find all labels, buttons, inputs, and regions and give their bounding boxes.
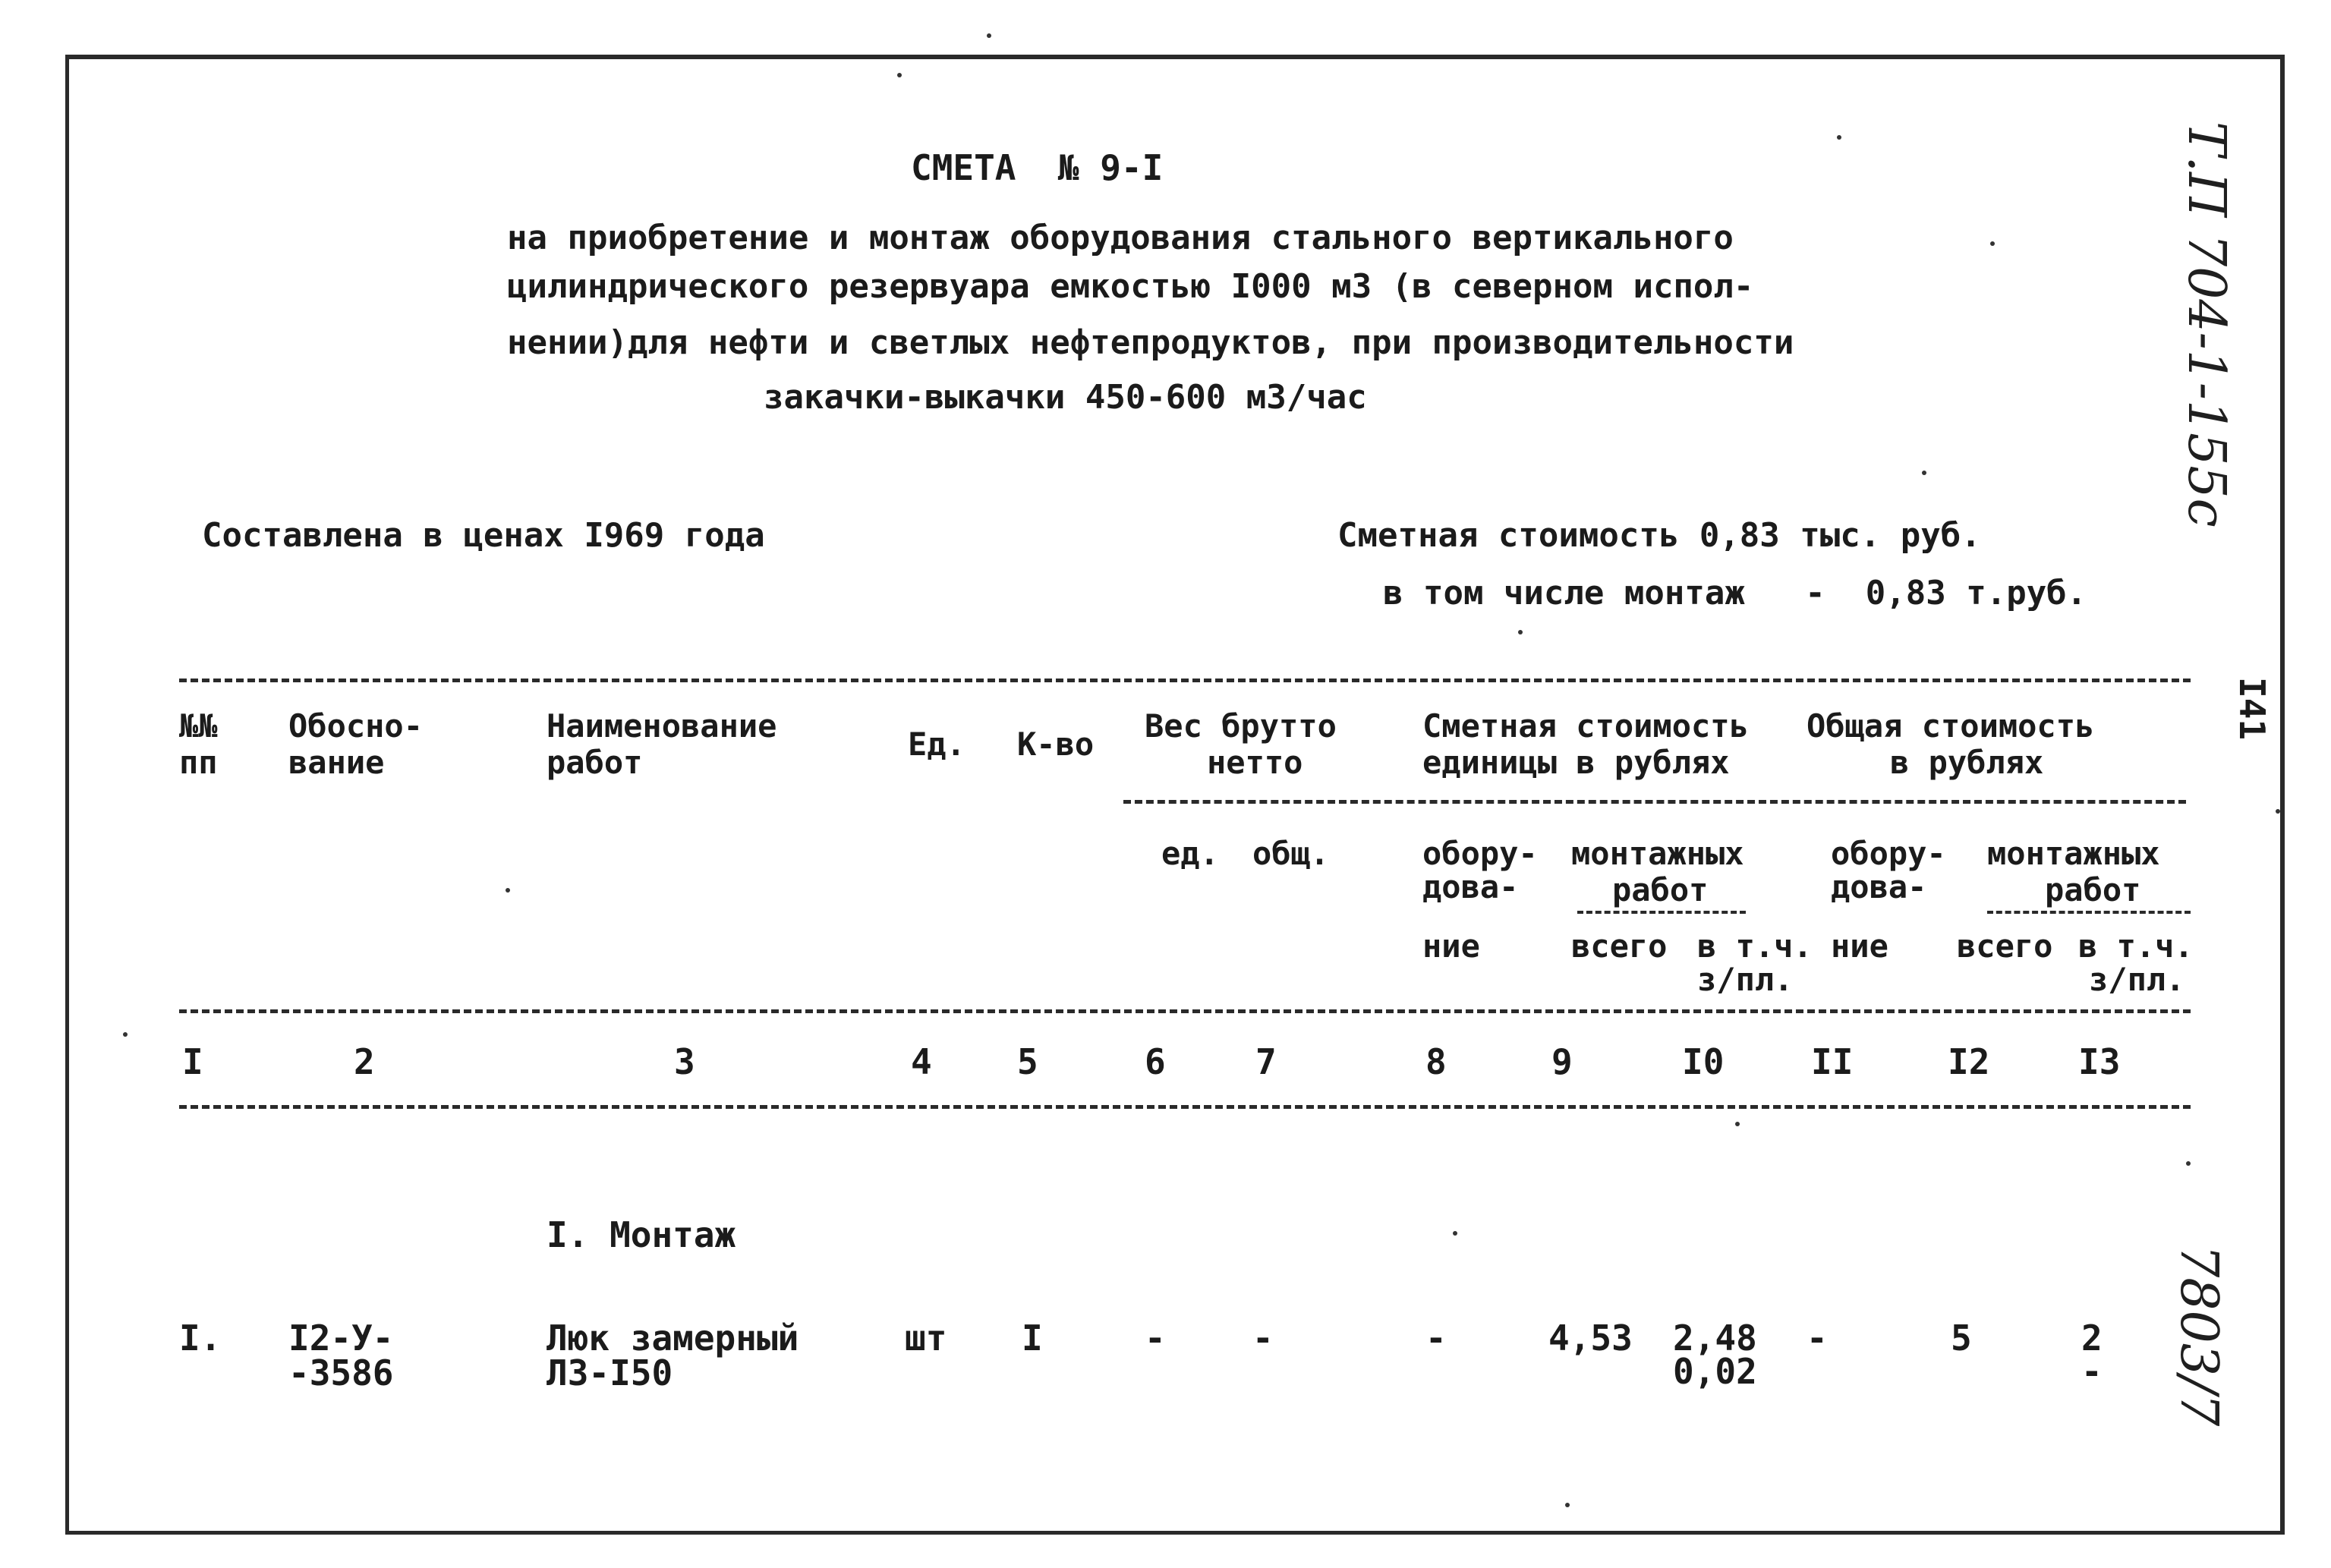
header-no-2: пп [179, 744, 218, 781]
header-install-total-wage-2: з/пл. [2089, 961, 2185, 998]
header-install-wage-2: з/пл. [1697, 961, 1794, 998]
header-equipment-total-2: дова- [1831, 868, 1927, 905]
column-number-7: 7 [1255, 1041, 1277, 1082]
header-equipment-total-3: ние [1831, 927, 1888, 965]
section-title: I. Монтаж [547, 1214, 736, 1255]
scan-speck [1453, 1231, 1457, 1236]
header-unit-cost-2: единицы в рублях [1422, 744, 1730, 781]
header-total-cost: Общая стоимость [1807, 707, 2095, 745]
header-quantity: К-во [1017, 726, 1095, 763]
estimated-cost-total: Сметная стоимость 0,83 тыс. руб. [1337, 516, 1981, 555]
estimated-cost-installation: в том числе монтаж - 0,83 т.руб. [1383, 574, 2087, 612]
column-number-3: 3 [674, 1041, 695, 1082]
header-unit: Ед. [908, 726, 965, 763]
compiled-prices-note: Составлена в ценах I969 года [202, 516, 765, 555]
header-weight: Вес брутто [1145, 707, 1337, 745]
column-number-6: 6 [1145, 1041, 1166, 1082]
description-line-2: цилиндрического резервуара емкостью I000 м3 (в северном испол- [507, 267, 1754, 306]
rule-install-unit [1577, 911, 1746, 914]
table-rule-subheader [1123, 800, 2186, 804]
description-line-1: на приобретение и монтаж оборудования стального вертикального [507, 219, 1734, 257]
column-number-12: I2 [1948, 1041, 1990, 1082]
scan-speck [123, 1032, 128, 1037]
column-number-9: 9 [1551, 1041, 1573, 1082]
rule-install-total [1987, 911, 2191, 914]
column-number-5: 5 [1017, 1041, 1038, 1082]
scan-speck [1735, 1122, 1740, 1126]
row-equipment-total: - [1807, 1318, 1828, 1359]
header-installation-total-2: работ [2045, 871, 2141, 908]
column-number-8: 8 [1425, 1041, 1447, 1082]
header-installation-unit: монтажных [1571, 835, 1744, 872]
row-install-total-wage: 2 [2081, 1318, 2103, 1359]
column-number-2: 2 [354, 1041, 375, 1082]
row-quantity: I [1022, 1318, 1043, 1359]
row-install-total: 5 [1951, 1318, 1972, 1359]
row-work-name-2: ЛЗ-I50 [547, 1352, 673, 1393]
column-number-11: II [1811, 1041, 1854, 1082]
header-total-cost-2: в рублях [1890, 744, 2044, 781]
scan-speck [506, 888, 510, 893]
column-number-13: I3 [2078, 1041, 2121, 1082]
header-no: №№ [179, 707, 218, 745]
table-rule-top [179, 679, 2191, 682]
row-weight-total: - [1252, 1318, 1274, 1359]
header-install-wage: в т.ч. [1697, 927, 1813, 965]
row-unit: шт [905, 1318, 947, 1359]
header-equipment-unit-3: ние [1422, 927, 1480, 965]
header-installation-unit-2: работ [1612, 871, 1709, 908]
scan-speck [2186, 1161, 2191, 1166]
scan-speck [1518, 630, 1523, 634]
header-work-name-2: работ [547, 744, 643, 781]
header-equipment-unit-2: дова- [1422, 868, 1519, 905]
description-line-3: нении)для нефти и светлых нефтепродуктов, при производительности [507, 323, 1794, 362]
scan-speck [987, 33, 991, 38]
row-no: I. [179, 1318, 222, 1359]
scan-speck [1990, 241, 1995, 246]
header-weight-unit: ед. [1161, 835, 1219, 872]
header-work-name: Наименование [547, 707, 777, 745]
row-equipment-unit: - [1425, 1318, 1447, 1359]
header-basis: Обосно- [288, 707, 424, 745]
scan-speck [2276, 809, 2280, 814]
column-number-1: I [182, 1041, 203, 1082]
header-unit-cost: Сметная стоимость [1422, 707, 1749, 745]
handwritten-doc-code: Т.П 704-1-155с [2176, 121, 2236, 527]
table-rule-header-bottom [179, 1009, 2191, 1013]
scan-speck [1565, 1503, 1570, 1507]
row-weight-unit: - [1145, 1318, 1166, 1359]
handwritten-sheet-code: 7803/7 [2169, 1245, 2229, 1427]
header-weight-total: общ. [1252, 835, 1330, 872]
scan-speck [897, 73, 902, 77]
table-rule-numbers-bottom [179, 1105, 2191, 1109]
column-number-4: 4 [911, 1041, 932, 1082]
header-equipment-total: обору- [1831, 835, 1946, 872]
header-equipment-unit: обору- [1422, 835, 1538, 872]
header-basis-2: вание [288, 744, 385, 781]
header-install-all: всего [1571, 927, 1668, 965]
row-basis: I2-У- [288, 1318, 394, 1359]
scan-speck [1922, 471, 1926, 475]
row-basis-2: -3586 [288, 1352, 394, 1393]
header-weight-2: нетто [1207, 744, 1303, 781]
row-install-unit-wage: 2,48 [1673, 1318, 1757, 1359]
row-work-name: Люк замерный [547, 1318, 799, 1359]
scan-speck [1837, 135, 1841, 140]
row-install-unit-total: 4,53 [1548, 1318, 1633, 1359]
header-install-total-all: всего [1957, 927, 2053, 965]
description-line-4: закачки-выкачки 450-600 м3/час [764, 378, 1367, 417]
row-install-total-wage-2: - [2081, 1351, 2103, 1392]
document-title: СМЕТА № 9-I [911, 147, 1164, 188]
header-install-total-wage: в т.ч. [2078, 927, 2194, 965]
column-number-10: I0 [1682, 1041, 1725, 1082]
row-install-unit-wage-2: 0,02 [1673, 1351, 1757, 1392]
header-installation-total: монтажных [1987, 835, 2160, 872]
page-number: I41 [2232, 677, 2273, 741]
